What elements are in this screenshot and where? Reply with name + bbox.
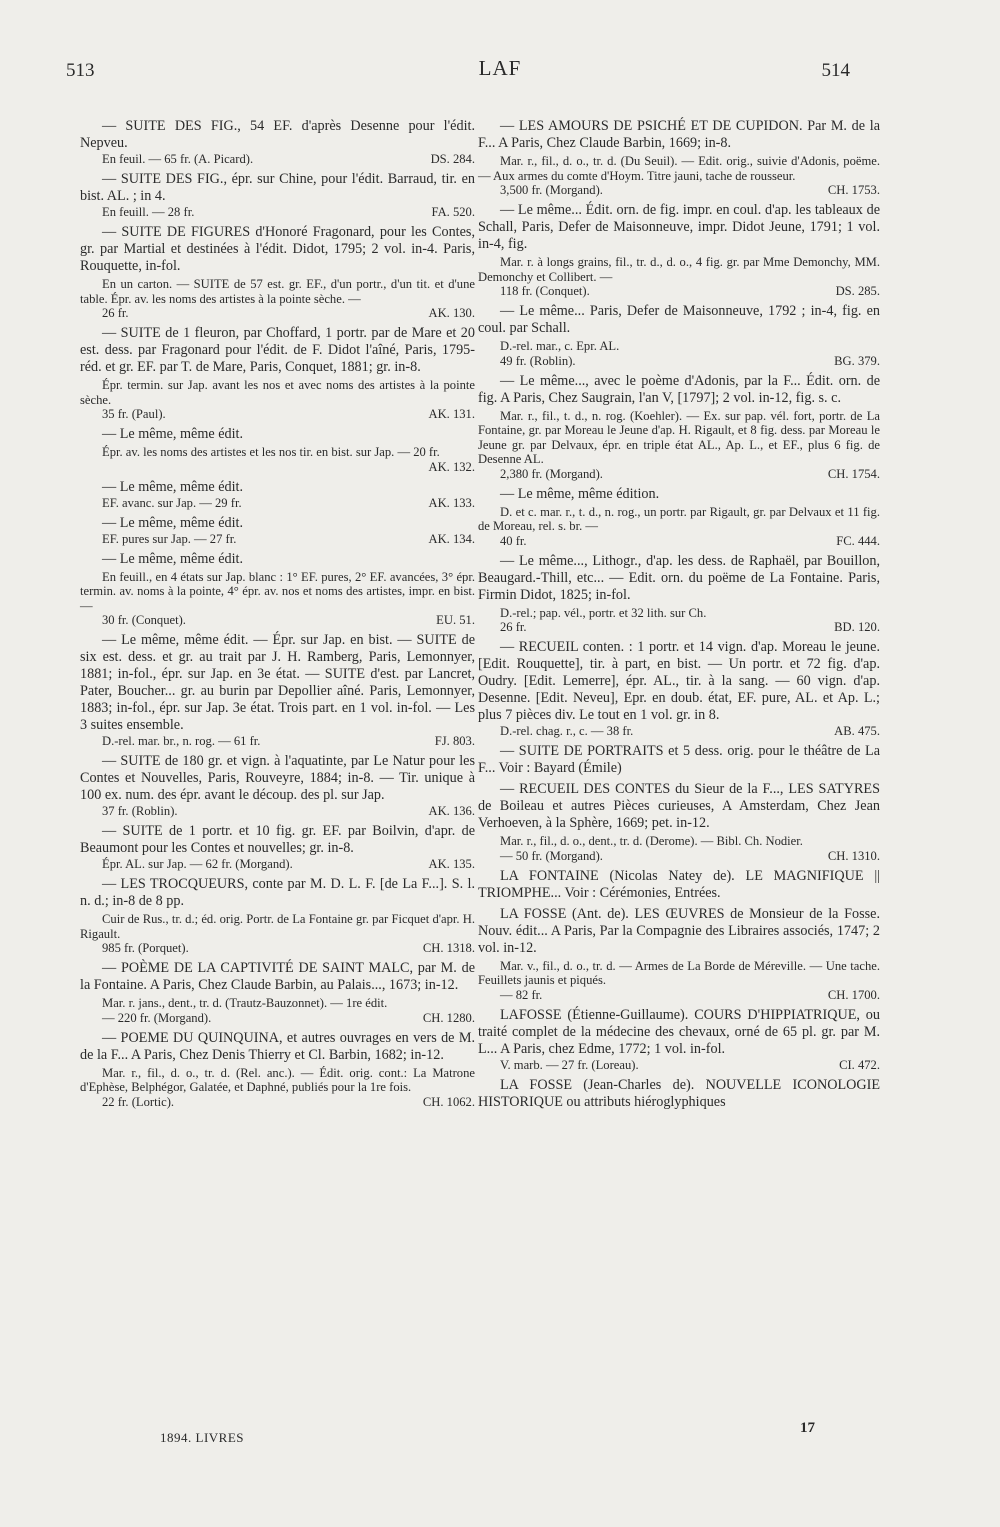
entry-heading: LA FOSSE (Ant. de). LES ŒUVRES de Monsieur de la Fosse. Nouv. édit... A Paris, Par la Compagnie des Libraires associés, 1747; 2 vol. in-12.: [478, 905, 880, 956]
entry-price: 49 fr. (Roblin).: [500, 353, 576, 368]
entry-sale-ref: FJ. 803.: [434, 734, 475, 748]
entry-price-line: [478, 534, 880, 549]
entry-sale-ref: CH. 1754.: [827, 466, 880, 481]
catalogue-entry: [478, 781, 880, 864]
footer-signature: 1894. LIVRES: [160, 1430, 244, 1445]
catalogue-entry: [80, 479, 475, 511]
entry-price: — 220 fr. (Morgand).: [102, 1010, 212, 1025]
entry-sale-ref: BG. 379.: [834, 353, 880, 368]
entry-heading: — Le même, même édit. — Épr. sur Jap. en bist. — SUITE de six est. dess. et gr. au trait par J. H. Ramberg, Paris, Lemonnyer, 1881; in-fol., épr. sur Jap. en 3e état. — SUITE d'est. par Lancret, Pater, Boucher... gr. au burin par Depollier aîné. Paris, Lemonnyer, 1883; in-fol., épr. sur Jap. 3e état. Trois part. en 1 vol. in-fol. — Les 3 suites ensemble.: [80, 632, 475, 733]
entry-description: Mar. r., fil., d. o., tr. d. (Rel. anc.). — Édit. orig. cont.: La Matrone d'Ephèse, Belphégor, Galatée, et Daphné, publiés pour la 1re fois.: [80, 1065, 475, 1094]
entry-heading: — LES AMOURS DE PSICHÉ ET DE CUPIDON. Par M. de la F... A Paris, Chez Claude Barbin, 1669; in-8.: [478, 118, 880, 151]
entry-price-line: [80, 532, 475, 547]
entry-price: 985 fr. (Porquet).: [102, 941, 189, 955]
entry-price-line: [80, 407, 475, 422]
entry-heading: — Le même..., Lithogr., d'ap. les dess. de Raphaël, par Bouillon, Beaugard.-Thill, etc... — Edit. orn. du poëme de La Fontaine. Paris, Firmin Didot, 1825; in-fol.: [478, 552, 880, 603]
entry-description: D.-rel. mar., c. Epr. AL.: [500, 339, 620, 353]
entry-heading: — Le même... Paris, Defer de Maisonneuve, 1792 ; in-4, fig. en coul. par Schall.: [478, 303, 880, 336]
entry-sale-ref: CH. 1753.: [827, 183, 880, 197]
entry-price: 118 fr. (Conquet).: [500, 284, 590, 298]
catalogue-entry: [478, 486, 880, 549]
catalogue-entry: [80, 118, 475, 167]
entry-price: En feuill. — 28 fr.: [102, 205, 195, 219]
entry-sale-ref: AK. 130.: [428, 306, 475, 320]
entry-sale-ref: DS. 284.: [430, 152, 475, 166]
entry-heading: LAFOSSE (Étienne-Guillaume). COURS D'HIPPIATRIQUE, ou traité complet de la médecine des chevaux, orné de 65 pl. gr. par M. L... A Paris, chez Edme, 1772; 1 vol. in-fol.: [478, 1006, 880, 1057]
entry-price-line: [80, 1011, 475, 1026]
entry-price-line: [478, 183, 880, 198]
catalogue-entry: [80, 1030, 475, 1110]
catalogue-entry: [478, 639, 880, 739]
entry-sale-ref: AK. 132.: [428, 459, 475, 474]
entry-heading: — Le même, même édit.: [102, 550, 244, 567]
entry-heading: — Le même, même édit.: [102, 426, 244, 442]
entry-price-line: [478, 620, 880, 635]
catalogue-entry: [80, 224, 475, 321]
catalogue-entry: [478, 743, 880, 777]
entry-heading: — POEME DU QUINQUINA, et autres ouvrages en vers de M. de la F... A Paris, Chez Denis Thierry et Cl. Barbin, 1682; in-12.: [80, 1029, 475, 1063]
catalogue-entry: [478, 868, 880, 902]
entry-heading: — Le même..., avec le poème d'Adonis, par la F... Édit. orn. de fig. A Paris, Chez Saugrain, l'an V, [1797]; 2 vol. in-12, fig. s. c.: [478, 372, 880, 406]
page-number-right: 514: [821, 60, 850, 81]
running-title: LAF: [478, 56, 522, 80]
entry-heading: — SUITE de 180 gr. et vign. à l'aquatinte, par Le Natur pour les Contes et Nouvelles, Paris, Rouveyre, 1884; in-8. — Tir. unique à 100 ex. num. des épr. avant le découp. des pl. sur Jap.: [80, 753, 475, 803]
entry-price-line: [80, 205, 475, 220]
entry-sale-ref: FA. 520.: [431, 205, 475, 219]
entry-heading: — Le même, même édit.: [102, 514, 244, 531]
entry-price-line: [80, 496, 475, 511]
entry-sale-ref: DS. 285.: [835, 284, 880, 298]
entry-heading: — SUITE de 1 fleuron, par Choffard, 1 portr. par de Mare et 20 est. dess. par Fragonard pour l'édit. de F. Didot l'aîné, Paris, 1795-réd. et gr. EF. par T. de Mare, Paris, Conquet, 1881; gr. in-8.: [80, 325, 475, 375]
entry-heading: — LES TROCQUEURS, conte par M. D. L. F. [de La F...]. S. l. n. d.; in-8 de 8 pp.: [80, 876, 475, 909]
entry-sale-ref: AK. 133.: [428, 495, 475, 510]
entry-price-line: [80, 734, 475, 749]
entry-sale-ref: AK. 134.: [428, 531, 475, 546]
entry-price: 2,380 fr. (Morgand).: [500, 466, 603, 481]
entry-description: Mar. v., fil., d. o., tr. d. — Armes de La Borde de Méreville. — Une tache. Feuillets jaunis et piqués.: [478, 958, 880, 987]
entry-description: En feuill., en 4 états sur Jap. blanc : 1° EF. pures, 2° EF. avancées, 3° épr. termin. av. noms à la pointe, 4° épr. av. nos et noms des artistes, impr. en bist. —: [80, 569, 475, 613]
entry-sale-ref: BD. 120.: [834, 620, 880, 634]
entry-description: Épr. termin. sur Jap. avant les nos et avec noms des artistes à la pointe sèche.: [80, 378, 475, 407]
entry-sale-ref: CH. 1318.: [422, 941, 475, 955]
catalogue-entry: [80, 823, 475, 872]
catalogue-entry: [478, 303, 880, 369]
catalogue-entry: [478, 373, 880, 482]
entry-heading: — SUITE de 1 portr. et 10 fig. gr. EF. par Boilvin, d'apr. de Beaumont pour les Contes et nouvelles; gr. in-8.: [80, 823, 475, 856]
entry-description: D. et c. mar. r., t. d., n. rog., un portr. par Rigault, gr. par Delvaux et 11 fig. de Moreau, rel. s. br. —: [478, 504, 880, 533]
entry-price-line: [80, 857, 475, 872]
catalogue-entry: [478, 906, 880, 1003]
entry-sale-ref: EU. 51.: [436, 613, 475, 627]
entry-price-line: [478, 724, 880, 739]
entry-price: — 50 fr. (Morgand).: [500, 848, 603, 863]
entry-price: D.-rel. mar. br., n. rog. — 61 fr.: [102, 734, 261, 748]
entry-price-line: [478, 988, 880, 1003]
entry-price: 3,500 fr. (Morgand).: [500, 183, 603, 197]
entry-heading: — Le même, même édit.: [102, 478, 244, 495]
entry-sale-ref: AB. 475.: [834, 724, 880, 738]
catalogue-entry: [478, 202, 880, 299]
entry-price-line: [478, 849, 880, 864]
catalogue-entry: [80, 515, 475, 547]
page-number-left: 513: [66, 60, 95, 81]
right-column: [478, 118, 880, 1115]
entry-sale-ref: CH. 1280.: [422, 1010, 475, 1025]
entry-heading: — POÈME DE LA CAPTIVITÉ DE SAINT MALC, par M. de la Fontaine. A Paris, Chez Claude Barbin, au Palais..., 1673; in-12.: [80, 960, 475, 993]
entry-price-line: [478, 467, 880, 482]
entry-sale-ref: CH. 1310.: [827, 848, 880, 863]
entry-heading: LA FOSSE (Jean-Charles de). NOUVELLE ICONOLOGIE HISTORIQUE ou attributs hiéroglyphiques: [478, 1076, 880, 1110]
entry-price: Épr. AL. sur Jap. — 62 fr. (Morgand).: [102, 857, 293, 871]
entry-description: Mar. r., fil., t. d., n. rog. (Koehler). — Ex. sur pap. vél. fort, portr. de La Fontaine, gr. par Moreau le Jeune d'ap. H. Rigault, et 8 fig. dess. par Moreau le Jeune gr. par Delvaux, épr. en triple état AL., Ap. L., et EF., plus 6 fig. de Desenne AL.: [478, 408, 880, 466]
entry-price-line: [80, 613, 475, 628]
entry-heading: — SUITE DES FIG., 54 EF. d'après Desenne pour l'édit. Nepveu.: [80, 118, 475, 151]
entry-price-line: [478, 284, 880, 299]
catalogue-entry: [80, 876, 475, 956]
entry-sale-ref: CH. 1062.: [422, 1094, 475, 1109]
catalogue-entry: [80, 171, 475, 220]
catalogue-entry: [80, 551, 475, 629]
entry-price-line: [80, 306, 475, 321]
entry-price: D.-rel. chag. r., c. — 38 fr.: [500, 724, 634, 738]
entry-sale-ref: CI. 472.: [839, 1057, 880, 1072]
catalogue-entry: [478, 1077, 880, 1111]
entry-description: Mar. r., fil., d. o., tr. d. (Du Seuil). — Edit. orig., suivie d'Adonis, poëme. — Aux armes du comte d'Hoym. Titre jauni, tache de rousseur.: [478, 154, 880, 183]
entry-description: Mar. r. jans., dent., tr. d. (Trautz-Bauzonnet). — 1re édit.: [102, 996, 388, 1010]
entry-sale-ref: FC. 444.: [836, 533, 880, 548]
left-column: [80, 118, 475, 1114]
entry-price-line: [80, 152, 475, 167]
entry-sale-ref: CH. 1700.: [827, 987, 880, 1002]
entry-description: En un carton. — SUITE de 57 est. gr. EF., d'un portr., d'un tit. et d'une table. Épr. av. les noms des artistes à la pointe sèche. —: [80, 277, 475, 306]
catalogue-entry: [478, 553, 880, 636]
catalogue-entry: [80, 960, 475, 1026]
entry-sale-ref: AK. 136.: [428, 804, 475, 818]
catalogue-entry: [478, 118, 880, 198]
entry-heading: — Le même... Édit. orn. de fig. impr. en coul. d'ap. les tableaux de Schall, Paris, Defer de Maisonneuve, impr. Didot Jeune, 1791; 1 vol. in-4, fig.: [478, 202, 880, 252]
entry-price-line: [80, 941, 475, 956]
entry-description: Mar. r. à longs grains, fil., tr. d., d. o., 4 fig. gr. par Mme Demonchy, MM. Demonchy et Collibert. —: [478, 255, 880, 284]
entry-heading: — Le même, même édition.: [500, 485, 660, 502]
entry-description: Épr. av. les noms des artistes et les nos tir. en bist. sur Jap. — 20 fr.: [102, 445, 440, 459]
entry-heading: — SUITE DE FIGURES d'Honoré Fragonard, pour les Contes, gr. par Martial et destinées à l'édit. Didot, 1795; 2 vol. in-4. Paris, Rouquette, in-fol.: [80, 224, 475, 274]
entry-price: 26 fr.: [500, 620, 527, 634]
catalogue-entry: [80, 753, 475, 819]
entry-heading: — SUITE DE PORTRAITS et 5 dess. orig. pour le théâtre de La F... Voir : Bayard (Émile): [478, 743, 880, 776]
catalogue-entry: [80, 426, 475, 475]
entry-price: 40 fr.: [500, 533, 527, 548]
entry-price-line: [478, 1058, 880, 1073]
entry-price-line: [478, 354, 880, 369]
entry-sale-ref: AK. 135.: [428, 857, 475, 871]
entry-price: En feuil. — 65 fr. (A. Picard).: [102, 152, 254, 166]
entry-description: Mar. r., fil., d. o., dent., tr. d. (Derome). — Bibl. Ch. Nodier.: [500, 834, 803, 848]
catalogue-entry: [478, 1007, 880, 1073]
entry-price: 22 fr. (Lortic).: [102, 1094, 175, 1109]
entry-heading: — RECUEIL conten. : 1 portr. et 14 vign. d'ap. Moreau le jeune. [Edit. Rouquette], tir. à part, en bist. — Un portr. et 72 fig. d'ap. Oudry. [Edit. Lemerre], épr. AL., tir. à la sang. — 60 vign. d'ap. Desenne. [Edit. Neveu], Epr. en doub. état, EF. pure, AL. et Ap. L.; plus 7 pièces div. Le tout en 1 vol. gr. in 8.: [478, 639, 880, 723]
entry-description: D.-rel.; pap. vél., portr. et 32 lith. sur Ch.: [500, 605, 707, 620]
entry-price-line: [80, 1095, 475, 1110]
entry-price: V. marb. — 27 fr. (Loreau).: [500, 1057, 639, 1072]
entry-heading: — SUITE DES FIG., épr. sur Chine, pour l'édit. Barraud, tir. en bist. AL. ; in 4.: [80, 171, 475, 204]
entry-price: EF. pures sur Jap. — 27 fr.: [102, 531, 237, 546]
entry-price: EF. avanc. sur Jap. — 29 fr.: [102, 495, 242, 510]
entry-sale-ref: AK. 131.: [428, 407, 475, 421]
entry-price: 37 fr. (Roblin).: [102, 804, 178, 818]
catalogue-entry: [80, 325, 475, 422]
entry-price: — 82 fr.: [500, 987, 543, 1002]
footer-sheet-number: 17: [800, 1420, 815, 1436]
entry-price-line: [80, 804, 475, 819]
entry-price: 35 fr. (Paul).: [102, 407, 166, 421]
entry-description: Cuir de Rus., tr. d.; éd. orig. Portr. de La Fontaine gr. par Ficquet d'apr. H. Rigault.: [80, 912, 475, 941]
entry-price: 30 fr. (Conquet).: [102, 613, 186, 627]
entry-price-line: [80, 460, 475, 475]
entry-heading: — RECUEIL DES CONTES du Sieur de la F..., LES SATYRES de Boileau et autres Pièces curieuses, A Amsterdam, Chez Jean Verhoeven, à la Sphère, 1669; pet. in-12.: [478, 781, 880, 831]
entry-price: 26 fr.: [102, 306, 129, 320]
entry-heading: LA FONTAINE (Nicolas Natey de). LE MAGNIFIQUE || TRIOMPHE... Voir : Cérémonies, Entrées.: [478, 867, 880, 901]
catalogue-entry: [80, 632, 475, 749]
